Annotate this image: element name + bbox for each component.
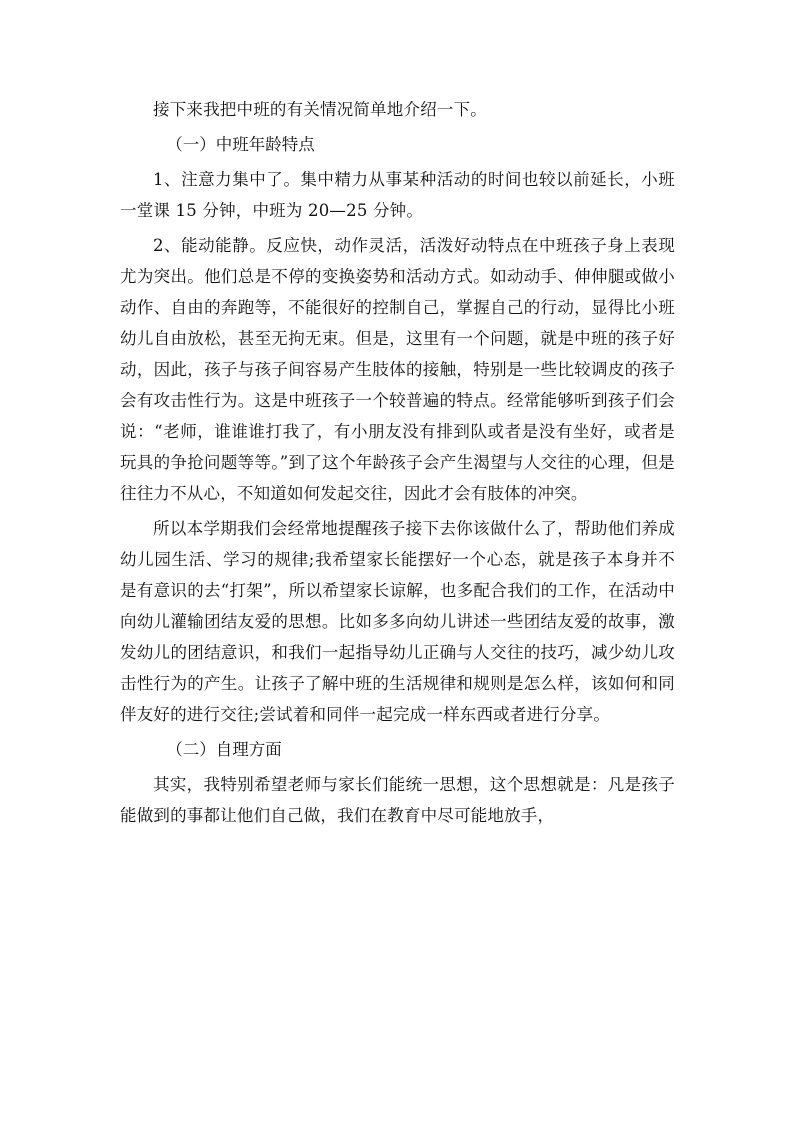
paragraph-attention: 1、注意力集中了。集中精力从事某种活动的时间也较以前延长，小班一堂课 15 分钟，中班为 20—25 分钟。: [120, 170, 675, 220]
intro-paragraph: 接下来我把中班的有关情况简单地介绍一下。: [153, 100, 487, 119]
section-heading-self-care: （二）自理方面: [166, 740, 282, 759]
paragraph-self-care: 其实，我特别希望老师与家长们能统一思想，这个思想就是：凡是孩子能做到的事都让他们自己做，我们在教育中尽可能地放手，: [120, 775, 675, 825]
document-page: [120, 94, 675, 831]
paragraph-semester-plan: 所以本学期我们会经常地提醒孩子接下去你该做什么了，帮助他们养成幼儿园生活、学习的规律;我希望家长能摆好一个心态，就是孩子本身并不是有意识的去“打架”，所以希望家长谅解，也多配合我们的工作，在活动中向幼儿灌输团结友爱的思想。比如多多向幼儿讲述一些团结友爱的故事，激发幼儿的团结意识，和我们一起指导幼儿正确与人交往的技巧，减少幼儿攻击性行为的产生。让孩子了解中班的生活规律和规则是怎么样，该如何和同伴友好的进行交往;尝试着和同伴一起完成一样东西或者进行分享。: [120, 519, 675, 724]
section-heading-age-characteristics: （一）中班年龄特点: [166, 135, 315, 154]
paragraph-active-quiet: 2、能动能静。反应快，动作灵活，活泼好动特点在中班孩子身上表现尤为突出。他们总是不停的变换姿势和活动方式。如动动手、伸伸腿或做小动作、自由的奔跑等，不能很好的控制自己，掌握自己的行动，显得比小班幼儿自由放松，甚至无拘无束。但是，这里有一个问题，就是中班的孩子好动，因此，孩子与孩子间容易产生肢体的接触，特别是一些比较调皮的孩子会有攻击性行为。这是中班孩子一个较普遍的特点。经常能够听到孩子们会说：“老师，谁谁谁打我了，有小朋友没有排到队或者是没有坐好，或者是玩具的争抢问题等等。”到了这个年龄孩子会产生渴望与人交往的心理，但是往往力不从心，不知道如何发起交往，因此才会有肢体的冲突。: [120, 236, 675, 503]
